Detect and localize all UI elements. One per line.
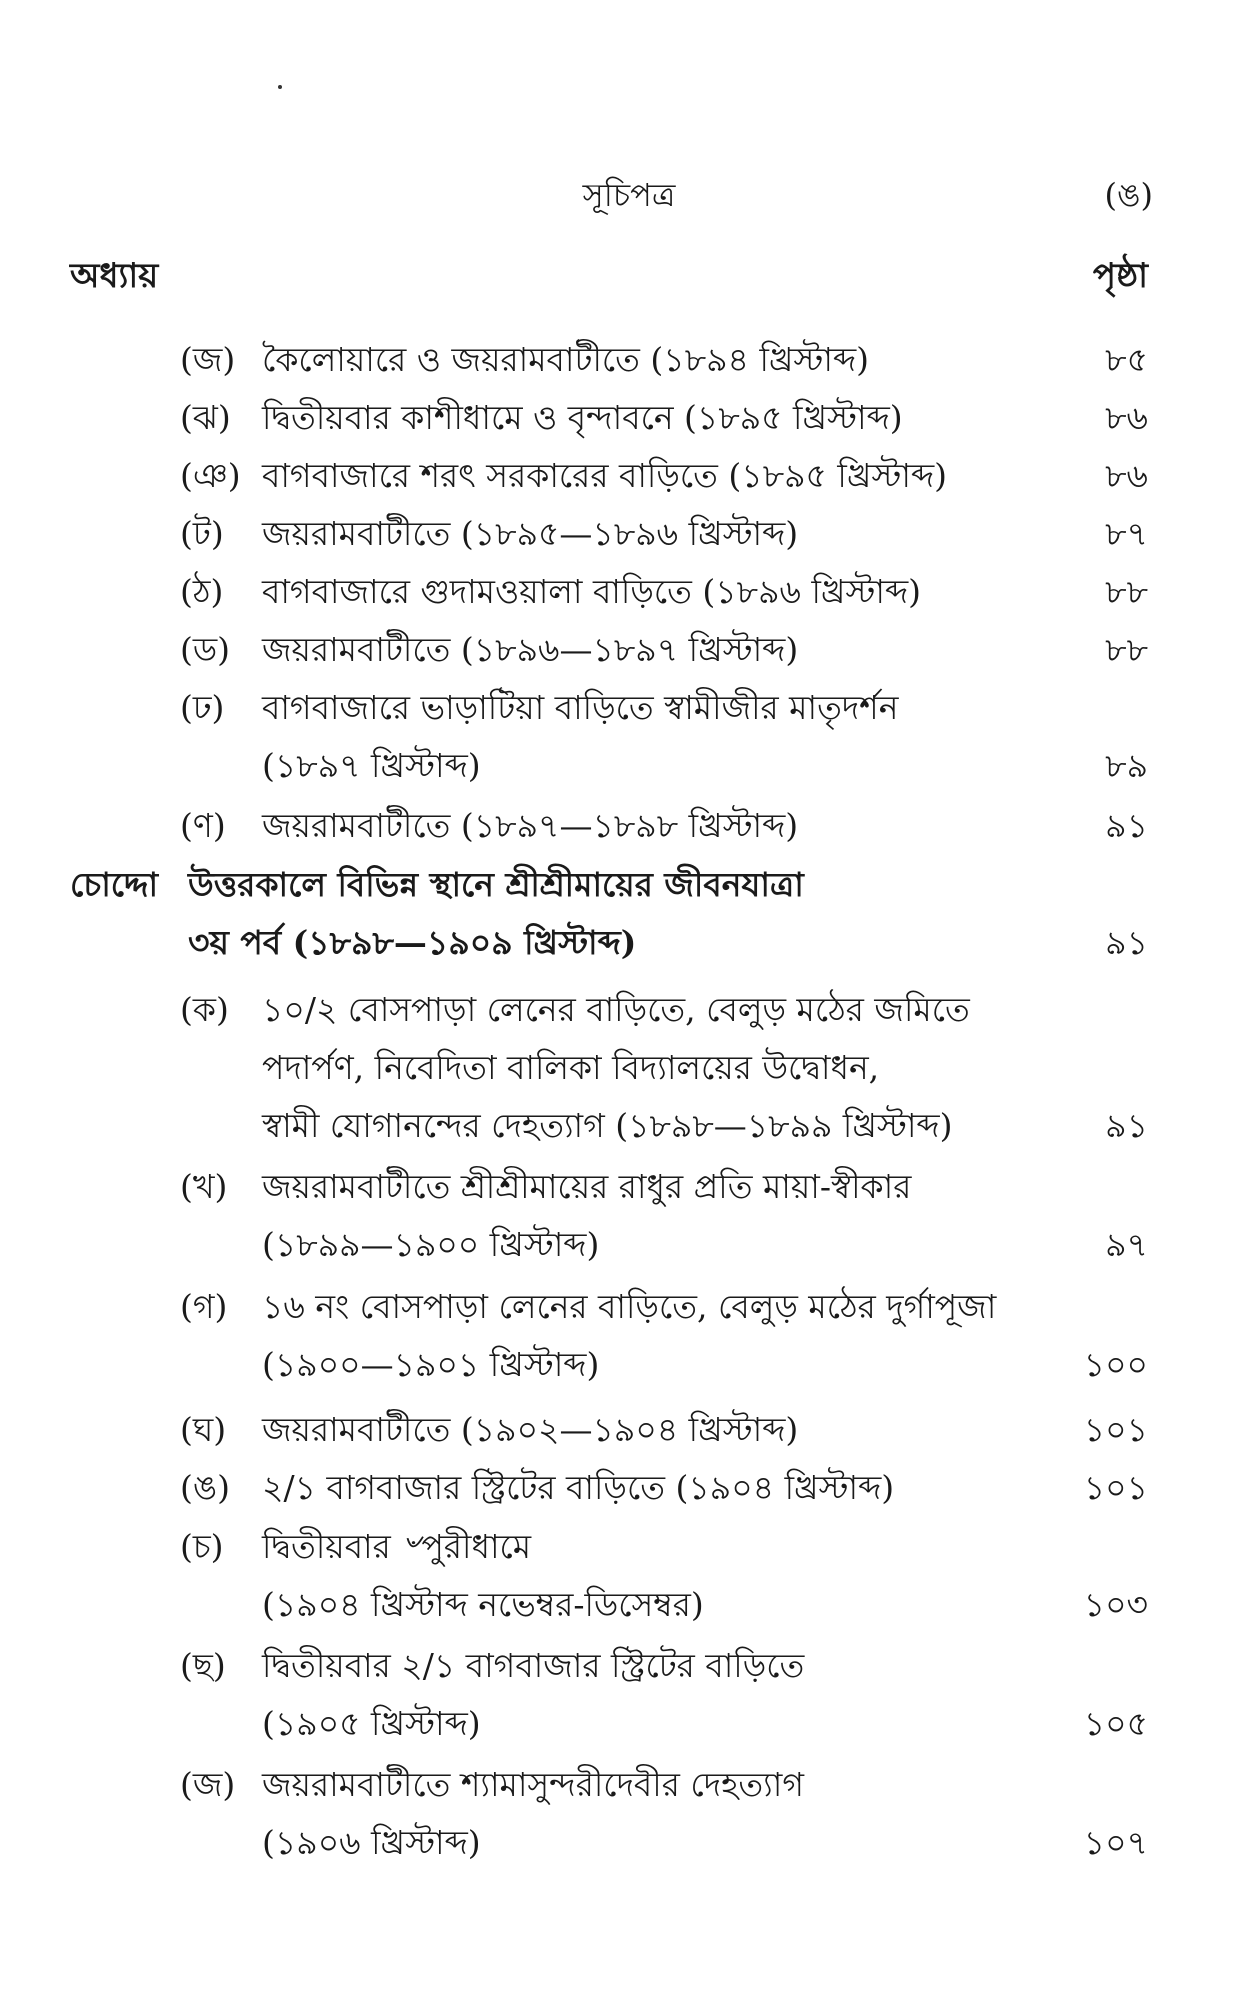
entry-label: (ঞ) — [180, 456, 241, 495]
page-number: ৮৯ — [1105, 746, 1148, 785]
running-header-title: সূচিপত্র — [582, 176, 676, 214]
toc-line — [0, 801, 1258, 851]
entry-label: (ঢ) — [180, 688, 225, 727]
entry-title: জয়রামবাটীতে (১৮৯৫—১৮৯৬ খ্রিস্টাব্দ) — [262, 514, 799, 553]
toc-line — [0, 1043, 1258, 1093]
entry-title: ২/১ বাগবাজার স্ট্রিটের বাড়িতে (১৯০৪ খ্রিস্টাব্দ) — [262, 1468, 895, 1507]
toc-line — [0, 1818, 1258, 1868]
entry-title: স্বামী যোগানন্দের দেহত্যাগ (১৮৯৮—১৮৯৯ খ্রিস্টাব্দ) — [262, 1106, 953, 1145]
entry-title: পদার্পণ, নিবেদিতা বালিকা বিদ্যালয়ের উদ্বোধন, — [262, 1048, 880, 1087]
entry-title: (১৮৯৯—১৯০০ খ্রিস্টাব্দ) — [262, 1225, 600, 1264]
entry-label: (গ) — [180, 1287, 228, 1326]
entry-title: বাগবাজারে শরৎ সরকারের বাড়িতে (১৮৯৫ খ্রিস্টাব্দ) — [262, 456, 947, 495]
entry-label: (ণ) — [180, 806, 226, 845]
column-header-chapter: অধ্যায় — [70, 256, 159, 296]
page-number: ৮৮ — [1105, 630, 1148, 669]
page-number: ৯১ — [1105, 806, 1148, 845]
toc-line — [0, 1340, 1258, 1390]
entry-title: (১৯০০—১৯০১ খ্রিস্টাব্দ) — [262, 1345, 600, 1384]
page-number: ৯৭ — [1105, 1225, 1148, 1264]
toc-line — [0, 1162, 1258, 1212]
page-number: ৮৫ — [1105, 340, 1148, 379]
toc-line — [0, 393, 1258, 443]
toc-line — [0, 1580, 1258, 1630]
page-number: ৮৬ — [1105, 398, 1148, 437]
page-number: ৯১ — [1105, 1106, 1148, 1145]
toc-line — [0, 1220, 1258, 1270]
page-number: ৮৮ — [1105, 572, 1148, 611]
toc-line — [0, 567, 1258, 617]
entry-title: জয়রামবাটীতে (১৮৯৬—১৮৯৭ খ্রিস্টাব্দ) — [262, 630, 799, 669]
page-number: ১০১ — [1083, 1468, 1148, 1507]
toc-line — [0, 1522, 1258, 1572]
toc-line — [0, 985, 1258, 1035]
entry-label: (ড) — [180, 630, 231, 669]
column-header-page: পৃষ্ঠা — [1092, 256, 1148, 296]
entry-title: দ্বিতীয়বার ৺পুরীধামে — [262, 1527, 532, 1566]
page-number: ৮৬ — [1105, 456, 1148, 495]
toc-line — [0, 335, 1258, 385]
entry-label: (ক) — [180, 990, 229, 1029]
entry-label: (ঘ) — [180, 1410, 227, 1449]
toc-line — [0, 741, 1258, 791]
entry-label: (খ) — [180, 1167, 228, 1206]
toc-chapter-line — [0, 860, 1258, 910]
entry-label: (ঝ) — [180, 398, 231, 437]
toc-line — [0, 1463, 1258, 1513]
page-number: ১০০ — [1083, 1345, 1148, 1384]
entry-label: (চ) — [180, 1527, 224, 1566]
entry-label: (ট) — [180, 514, 224, 553]
toc-line — [0, 1282, 1258, 1332]
chapter-number: চোদ্দো — [70, 865, 159, 904]
entry-title: বাগবাজারে গুদামওয়ালা বাড়িতে (১৮৯৬ খ্রিস্টাব্দ) — [262, 572, 922, 611]
chapter-title: ৩য় পর্ব (১৮৯৮—১৯০৯ খ্রিস্টাব্দ) — [188, 923, 637, 962]
toc-line — [0, 1405, 1258, 1455]
entry-title: জয়রামবাটীতে (১৯০২—১৯০৪ খ্রিস্টাব্দ) — [262, 1410, 799, 1449]
running-header-page-number: (ঙ) — [1104, 176, 1153, 214]
entry-label: (জ) — [180, 340, 236, 379]
entry-title: ১০/২ বোসপাড়া লেনের বাড়িতে, বেলুড় মঠের জমিতে — [262, 990, 970, 1029]
entry-title: দ্বিতীয়বার কাশীধামে ও বৃন্দাবনে (১৮৯৫ খ্রিস্টাব্দ) — [262, 398, 903, 437]
page-number: ১০৩ — [1083, 1585, 1148, 1624]
toc-line — [0, 1641, 1258, 1691]
toc-line — [0, 451, 1258, 501]
page-number: ৮৭ — [1105, 514, 1148, 553]
entry-title: জয়রামবাটীতে শ্যামাসুন্দরীদেবীর দেহত্যাগ — [262, 1765, 804, 1804]
chapter-title: উত্তরকালে বিভিন্ন স্থানে শ্রীশ্রীমায়ের জীবনযাত্রা — [188, 865, 804, 904]
entry-label: (ঙ) — [180, 1468, 230, 1507]
page-number: ৯১ — [1105, 923, 1148, 962]
entry-label: (ঠ) — [180, 572, 224, 611]
page-number: ১০৫ — [1083, 1704, 1148, 1743]
entry-title: জয়রামবাটীতে (১৮৯৭—১৮৯৮ খ্রিস্টাব্দ) — [262, 806, 799, 845]
entry-title: দ্বিতীয়বার ২/১ বাগবাজার স্ট্রিটের বাড়িতে — [262, 1646, 805, 1685]
page-number: ১০৭ — [1083, 1823, 1148, 1862]
toc-line — [0, 625, 1258, 675]
toc-line — [0, 509, 1258, 559]
entry-title: জয়রামবাটীতে শ্রীশ্রীমায়ের রাধুর প্রতি মায়া-স্বীকার — [262, 1167, 912, 1206]
toc-line — [0, 1101, 1258, 1151]
entry-title: বাগবাজারে ভাড়াটিয়া বাড়িতে স্বামীজীর মাতৃদর্শন — [262, 688, 899, 727]
page-number: ১০১ — [1083, 1410, 1148, 1449]
toc-line — [0, 1699, 1258, 1749]
entry-label: (ছ) — [180, 1646, 226, 1685]
entry-title: (১৯০৪ খ্রিস্টাব্দ নভেম্বর-ডিসেম্বর) — [262, 1585, 704, 1624]
entry-title: ১৬ নং বোসপাড়া লেনের বাড়িতে, বেলুড় মঠের দুর্গাপূজা — [262, 1287, 997, 1326]
entry-title: কৈলোয়ারে ও জয়রামবাটীতে (১৮৯৪ খ্রিস্টাব্দ) — [262, 340, 869, 379]
entry-title: (১৯০৫ খ্রিস্টাব্দ) — [262, 1704, 481, 1743]
toc-line — [0, 683, 1258, 733]
toc-chapter-line — [0, 918, 1258, 968]
entry-title: (১৮৯৭ খ্রিস্টাব্দ) — [262, 746, 481, 785]
toc-line — [0, 1760, 1258, 1810]
ink-speck — [278, 85, 282, 89]
entry-label: (জ) — [180, 1765, 236, 1804]
entry-title: (১৯০৬ খ্রিস্টাব্দ) — [262, 1823, 481, 1862]
